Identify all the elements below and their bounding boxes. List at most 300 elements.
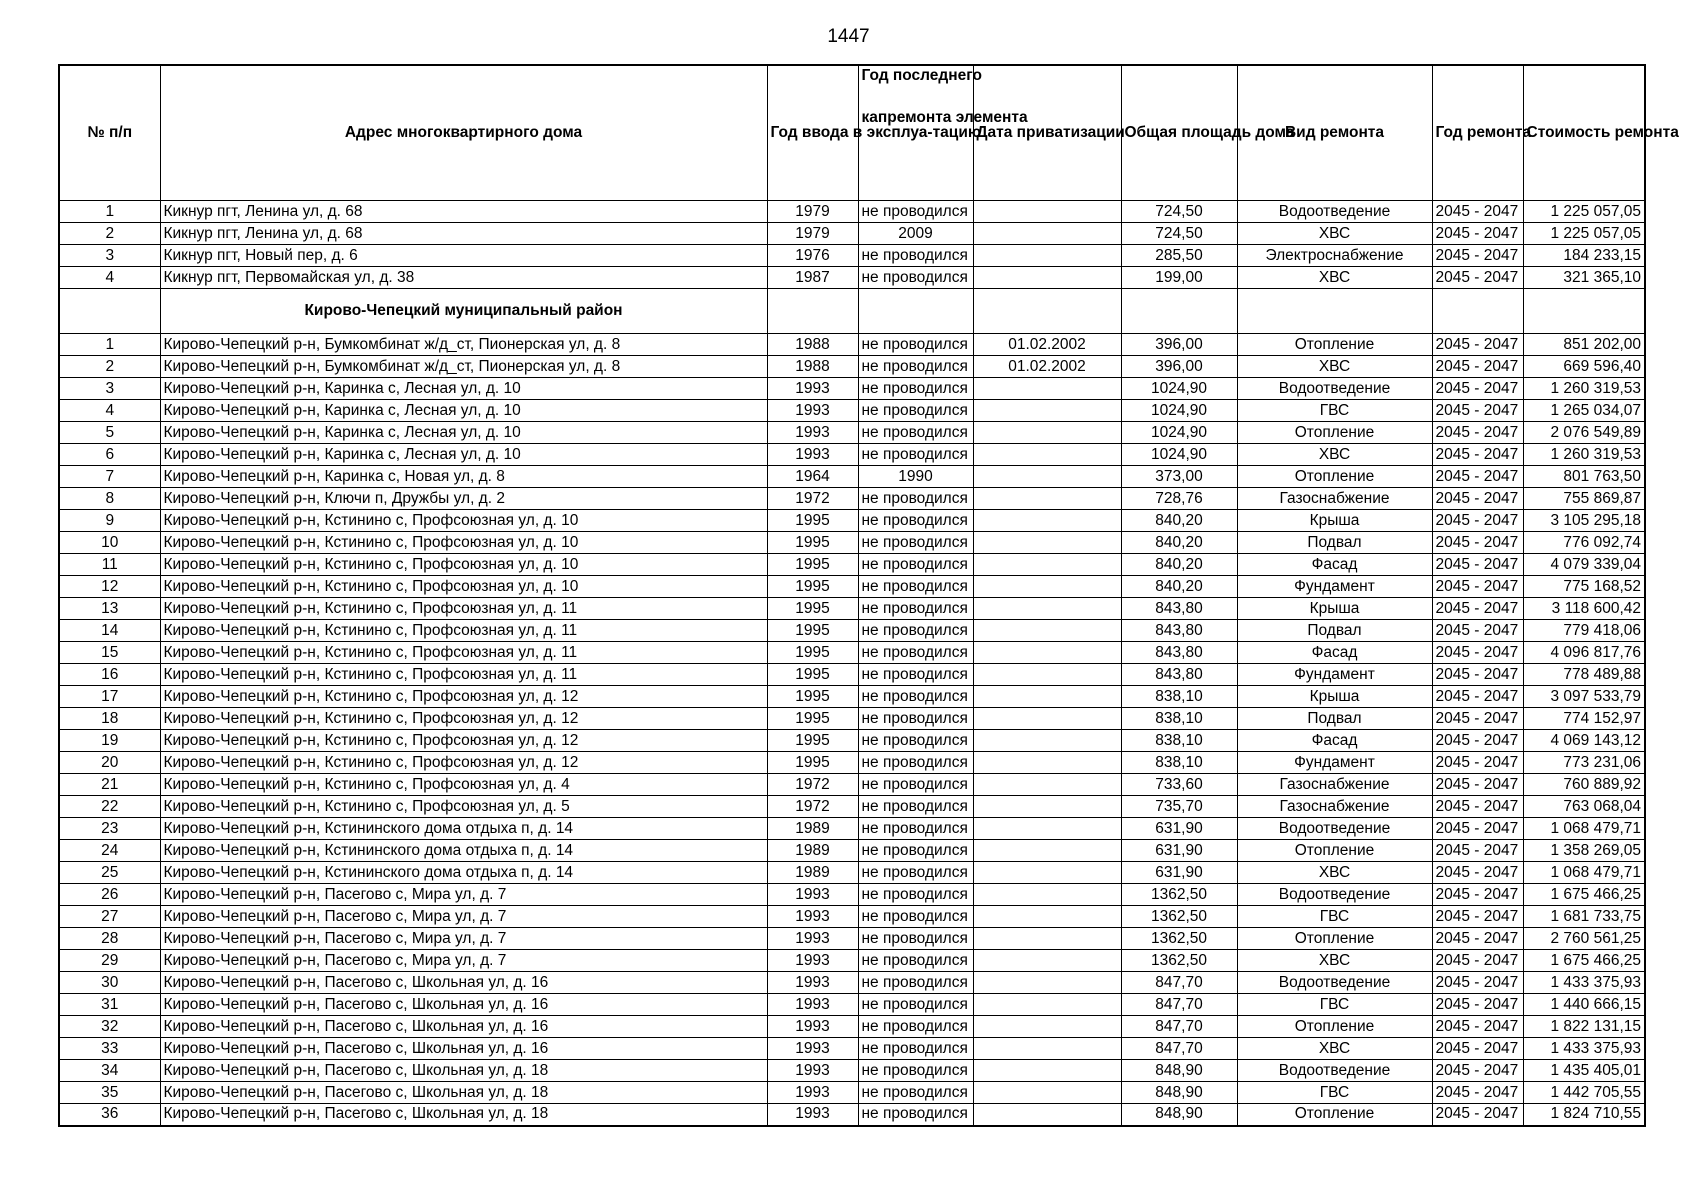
cell-repair-year: 2045 - 2047 <box>1432 840 1523 862</box>
cell-year-built: 1995 <box>767 664 858 686</box>
table-row <box>59 400 1645 422</box>
cell-num: 30 <box>59 972 160 994</box>
cell-year-built: 1987 <box>767 267 858 289</box>
cell-address: Кирово-Чепецкий р-н, Кстинино с, Профсоюзная ул, д. 10 <box>160 576 767 598</box>
cell-area: 838,10 <box>1121 708 1237 730</box>
cell-area: 733,60 <box>1121 774 1237 796</box>
table-row <box>59 223 1645 245</box>
cell-num: 24 <box>59 840 160 862</box>
cell-repair-year: 2045 - 2047 <box>1432 378 1523 400</box>
cell-last-repair: не проводился <box>858 642 973 664</box>
cell-last-repair: не проводился <box>858 488 973 510</box>
cell-privatization <box>973 598 1121 620</box>
cell-num: 36 <box>59 1104 160 1126</box>
cell-address: Кирово-Чепецкий р-н, Кстинино с, Профсоюзная ул, д. 12 <box>160 730 767 752</box>
cell-repair-year: 2045 - 2047 <box>1432 510 1523 532</box>
cell-cost: 1 068 479,71 <box>1523 818 1645 840</box>
cell-area: 843,80 <box>1121 598 1237 620</box>
cell-repair-year: 2045 - 2047 <box>1432 444 1523 466</box>
section-empty-cell <box>1237 289 1432 334</box>
cell-year-built: 1995 <box>767 554 858 576</box>
cell-last-repair: не проводился <box>858 906 973 928</box>
cell-repair-year: 2045 - 2047 <box>1432 400 1523 422</box>
cell-last-repair: не проводился <box>858 664 973 686</box>
cell-last-repair: не проводился <box>858 840 973 862</box>
cell-last-repair: не проводился <box>858 620 973 642</box>
cell-repair-type: Водоотведение <box>1237 818 1432 840</box>
cell-address: Кирово-Чепецкий р-н, Кстинино с, Профсоюзная ул, д. 12 <box>160 752 767 774</box>
cell-repair-year: 2045 - 2047 <box>1432 862 1523 884</box>
cell-repair-year: 2045 - 2047 <box>1432 532 1523 554</box>
cell-area: 848,90 <box>1121 1104 1237 1126</box>
cell-repair-year: 2045 - 2047 <box>1432 950 1523 972</box>
cell-cost: 1 433 375,93 <box>1523 1038 1645 1060</box>
cell-repair-type: ГВС <box>1237 1082 1432 1104</box>
cell-year-built: 1964 <box>767 466 858 488</box>
cell-privatization <box>973 818 1121 840</box>
cell-repair-type: ХВС <box>1237 862 1432 884</box>
cell-year-built: 1972 <box>767 796 858 818</box>
cell-area: 735,70 <box>1121 796 1237 818</box>
header-cost: Стоимость ремонта <box>1523 65 1645 201</box>
cell-repair-type: Газоснабжение <box>1237 774 1432 796</box>
cell-cost: 779 418,06 <box>1523 620 1645 642</box>
cell-cost: 321 365,10 <box>1523 267 1645 289</box>
cell-year-built: 1993 <box>767 422 858 444</box>
cell-last-repair: не проводился <box>858 356 973 378</box>
cell-area: 1362,50 <box>1121 928 1237 950</box>
cell-cost: 184 233,15 <box>1523 245 1645 267</box>
cell-year-built: 1993 <box>767 378 858 400</box>
cell-privatization <box>973 862 1121 884</box>
cell-num: 14 <box>59 620 160 642</box>
table-row <box>59 818 1645 840</box>
cell-last-repair: не проводился <box>858 1060 973 1082</box>
table-row <box>59 554 1645 576</box>
cell-num: 8 <box>59 488 160 510</box>
cell-year-built: 1993 <box>767 994 858 1016</box>
cell-repair-type: Газоснабжение <box>1237 488 1432 510</box>
cell-address: Кирово-Чепецкий р-н, Бумкомбинат ж/д_ст, Пионерская ул, д. 8 <box>160 334 767 356</box>
cell-address: Кирово-Чепецкий р-н, Пасегово с, Мира ул, д. 7 <box>160 884 767 906</box>
cell-cost: 776 092,74 <box>1523 532 1645 554</box>
cell-repair-year: 2045 - 2047 <box>1432 554 1523 576</box>
header-year-built: Год ввода в эксплуа-тацию <box>767 65 858 201</box>
cell-repair-year: 2045 - 2047 <box>1432 664 1523 686</box>
table-row <box>59 356 1645 378</box>
header-repair-year: Год ремонта <box>1432 65 1523 201</box>
cell-address: Кирово-Чепецкий р-н, Кстинино с, Профсоюзная ул, д. 11 <box>160 642 767 664</box>
cell-year-built: 1993 <box>767 884 858 906</box>
cell-area: 840,20 <box>1121 576 1237 598</box>
cell-last-repair: не проводился <box>858 554 973 576</box>
cell-num: 2 <box>59 356 160 378</box>
cell-area: 724,50 <box>1121 201 1237 223</box>
cell-num: 33 <box>59 1038 160 1060</box>
cell-address: Кирово-Чепецкий р-н, Кстинино с, Профсоюзная ул, д. 11 <box>160 598 767 620</box>
cell-area: 1362,50 <box>1121 950 1237 972</box>
cell-num: 6 <box>59 444 160 466</box>
cell-privatization: 01.02.2002 <box>973 334 1121 356</box>
cell-address: Кикнур пгт, Ленина ул, д. 68 <box>160 223 767 245</box>
cell-num: 19 <box>59 730 160 752</box>
cell-num: 31 <box>59 994 160 1016</box>
cell-privatization <box>973 730 1121 752</box>
cell-address: Кирово-Чепецкий р-н, Кстинино с, Профсоюзная ул, д. 4 <box>160 774 767 796</box>
cell-area: 843,80 <box>1121 664 1237 686</box>
cell-cost: 3 105 295,18 <box>1523 510 1645 532</box>
cell-area: 840,20 <box>1121 510 1237 532</box>
cell-last-repair: не проводился <box>858 422 973 444</box>
cell-repair-type: ХВС <box>1237 1038 1432 1060</box>
cell-cost: 778 489,88 <box>1523 664 1645 686</box>
cell-repair-year: 2045 - 2047 <box>1432 730 1523 752</box>
cell-repair-type: Водоотведение <box>1237 972 1432 994</box>
table-row <box>59 267 1645 289</box>
cell-address: Кирово-Чепецкий р-н, Кстинино с, Профсоюзная ул, д. 11 <box>160 620 767 642</box>
cell-repair-year: 2045 - 2047 <box>1432 708 1523 730</box>
cell-num: 12 <box>59 576 160 598</box>
cell-repair-type: ХВС <box>1237 356 1432 378</box>
table-row <box>59 378 1645 400</box>
cell-privatization <box>973 554 1121 576</box>
cell-cost: 851 202,00 <box>1523 334 1645 356</box>
cell-address: Кирово-Чепецкий р-н, Кстинино с, Профсоюзная ул, д. 10 <box>160 532 767 554</box>
cell-privatization <box>973 1016 1121 1038</box>
cell-year-built: 1993 <box>767 950 858 972</box>
cell-num: 34 <box>59 1060 160 1082</box>
cell-year-built: 1995 <box>767 708 858 730</box>
cell-year-built: 1995 <box>767 620 858 642</box>
cell-address: Кикнур пгт, Ленина ул, д. 68 <box>160 201 767 223</box>
cell-privatization <box>973 1060 1121 1082</box>
header-address: Адрес многоквартирного дома <box>160 65 767 201</box>
section-empty-cell <box>767 289 858 334</box>
cell-num: 4 <box>59 400 160 422</box>
cell-num: 27 <box>59 906 160 928</box>
cell-cost: 1 440 666,15 <box>1523 994 1645 1016</box>
cell-privatization <box>973 466 1121 488</box>
cell-cost: 1 675 466,25 <box>1523 884 1645 906</box>
cell-address: Кирово-Чепецкий р-н, Кстининского дома отдыха п, д. 14 <box>160 840 767 862</box>
cell-year-built: 1972 <box>767 774 858 796</box>
cell-year-built: 1976 <box>767 245 858 267</box>
cell-repair-year: 2045 - 2047 <box>1432 818 1523 840</box>
table-row <box>59 444 1645 466</box>
cell-repair-year: 2045 - 2047 <box>1432 1104 1523 1126</box>
cell-num: 21 <box>59 774 160 796</box>
cell-cost: 1 822 131,15 <box>1523 1016 1645 1038</box>
cell-repair-type: Фундамент <box>1237 664 1432 686</box>
cell-cost: 1 824 710,55 <box>1523 1104 1645 1126</box>
cell-cost: 4 079 339,04 <box>1523 554 1645 576</box>
cell-privatization <box>973 245 1121 267</box>
cell-area: 840,20 <box>1121 554 1237 576</box>
cell-year-built: 1995 <box>767 730 858 752</box>
cell-privatization <box>973 840 1121 862</box>
cell-year-built: 1989 <box>767 862 858 884</box>
cell-privatization <box>973 708 1121 730</box>
cell-repair-year: 2045 - 2047 <box>1432 752 1523 774</box>
cell-num: 2 <box>59 223 160 245</box>
cell-area: 847,70 <box>1121 1016 1237 1038</box>
table-row <box>59 664 1645 686</box>
cell-num: 20 <box>59 752 160 774</box>
cell-num: 11 <box>59 554 160 576</box>
cell-repair-type: Подвал <box>1237 708 1432 730</box>
cell-privatization <box>973 796 1121 818</box>
cell-repair-year: 2045 - 2047 <box>1432 576 1523 598</box>
cell-num: 22 <box>59 796 160 818</box>
cell-privatization <box>973 686 1121 708</box>
cell-year-built: 1993 <box>767 400 858 422</box>
cell-repair-year: 2045 - 2047 <box>1432 466 1523 488</box>
cell-num: 35 <box>59 1082 160 1104</box>
cell-area: 396,00 <box>1121 334 1237 356</box>
cell-cost: 2 076 549,89 <box>1523 422 1645 444</box>
cell-year-built: 1989 <box>767 840 858 862</box>
cell-area: 631,90 <box>1121 840 1237 862</box>
cell-year-built: 1993 <box>767 1016 858 1038</box>
cell-last-repair: не проводился <box>858 201 973 223</box>
cell-repair-type: Подвал <box>1237 620 1432 642</box>
repair-registry-table <box>58 64 1679 1127</box>
section-empty-cell <box>1523 289 1645 334</box>
table-row <box>59 642 1645 664</box>
cell-year-built: 1993 <box>767 1060 858 1082</box>
table-row <box>59 334 1645 356</box>
cell-privatization <box>973 488 1121 510</box>
cell-repair-type: Водоотведение <box>1237 1060 1432 1082</box>
cell-address: Кирово-Чепецкий р-н, Каринка с, Лесная ул, д. 10 <box>160 378 767 400</box>
cell-repair-year: 2045 - 2047 <box>1432 1016 1523 1038</box>
cell-privatization <box>973 267 1121 289</box>
cell-area: 724,50 <box>1121 223 1237 245</box>
table-row <box>59 730 1645 752</box>
cell-cost: 1 225 057,05 <box>1523 201 1645 223</box>
cell-area: 840,20 <box>1121 532 1237 554</box>
cell-last-repair: не проводился <box>858 796 973 818</box>
cell-address: Кирово-Чепецкий р-н, Пасегово с, Школьная ул, д. 16 <box>160 1038 767 1060</box>
cell-repair-year: 2045 - 2047 <box>1432 422 1523 444</box>
cell-last-repair: не проводился <box>858 972 973 994</box>
cell-address: Кирово-Чепецкий р-н, Кстинино с, Профсоюзная ул, д. 11 <box>160 664 767 686</box>
cell-num: 28 <box>59 928 160 950</box>
cell-area: 1024,90 <box>1121 422 1237 444</box>
cell-last-repair: не проводился <box>858 1038 973 1060</box>
cell-cost: 1 265 034,07 <box>1523 400 1645 422</box>
cell-privatization <box>973 576 1121 598</box>
cell-last-repair: не проводился <box>858 950 973 972</box>
cell-area: 285,50 <box>1121 245 1237 267</box>
table-row <box>59 466 1645 488</box>
cell-num: 7 <box>59 466 160 488</box>
cell-num: 29 <box>59 950 160 972</box>
table-row <box>59 422 1645 444</box>
cell-repair-year: 2045 - 2047 <box>1432 488 1523 510</box>
cell-address: Кирово-Чепецкий р-н, Пасегово с, Мира ул, д. 7 <box>160 906 767 928</box>
cell-cost: 1 681 733,75 <box>1523 906 1645 928</box>
cell-year-built: 1995 <box>767 752 858 774</box>
cell-repair-year: 2045 - 2047 <box>1432 267 1523 289</box>
table-row <box>59 201 1645 223</box>
table-row <box>59 1016 1645 1038</box>
cell-address: Кирово-Чепецкий р-н, Пасегово с, Школьная ул, д. 18 <box>160 1082 767 1104</box>
table-row <box>59 796 1645 818</box>
cell-last-repair: не проводился <box>858 994 973 1016</box>
cell-last-repair: 2009 <box>858 223 973 245</box>
cell-repair-year: 2045 - 2047 <box>1432 774 1523 796</box>
cell-privatization <box>973 972 1121 994</box>
cell-year-built: 1988 <box>767 356 858 378</box>
cell-year-built: 1995 <box>767 598 858 620</box>
cell-last-repair: не проводился <box>858 774 973 796</box>
cell-repair-type: Газоснабжение <box>1237 796 1432 818</box>
cell-repair-type: Подвал <box>1237 532 1432 554</box>
cell-last-repair: не проводился <box>858 1016 973 1038</box>
cell-cost: 775 168,52 <box>1523 576 1645 598</box>
cell-last-repair: не проводился <box>858 245 973 267</box>
cell-privatization <box>973 532 1121 554</box>
cell-last-repair: не проводился <box>858 598 973 620</box>
cell-privatization <box>973 378 1121 400</box>
cell-privatization <box>973 642 1121 664</box>
cell-repair-year: 2045 - 2047 <box>1432 642 1523 664</box>
section-empty-cell <box>1432 289 1523 334</box>
section-empty-cell <box>1121 289 1237 334</box>
cell-cost: 3 118 600,42 <box>1523 598 1645 620</box>
cell-privatization <box>973 444 1121 466</box>
table-row <box>59 1060 1645 1082</box>
cell-year-built: 1993 <box>767 1082 858 1104</box>
cell-area: 1024,90 <box>1121 400 1237 422</box>
cell-privatization <box>973 422 1121 444</box>
cell-area: 373,00 <box>1121 466 1237 488</box>
cell-last-repair: не проводился <box>858 1104 973 1126</box>
cell-last-repair: не проводился <box>858 708 973 730</box>
cell-address: Кирово-Чепецкий р-н, Пасегово с, Мира ул, д. 7 <box>160 950 767 972</box>
table-row <box>59 598 1645 620</box>
cell-repair-type: ГВС <box>1237 994 1432 1016</box>
cell-num: 4 <box>59 267 160 289</box>
cell-privatization <box>973 994 1121 1016</box>
cell-address: Кирово-Чепецкий р-н, Ключи п, Дружбы ул, д. 2 <box>160 488 767 510</box>
cell-last-repair: не проводился <box>858 884 973 906</box>
cell-year-built: 1993 <box>767 1038 858 1060</box>
cell-num: 9 <box>59 510 160 532</box>
cell-year-built: 1993 <box>767 444 858 466</box>
cell-address: Кикнур пгт, Новый пер, д. 6 <box>160 245 767 267</box>
cell-last-repair: не проводился <box>858 928 973 950</box>
cell-repair-year: 2045 - 2047 <box>1432 1038 1523 1060</box>
cell-privatization <box>973 1038 1121 1060</box>
cell-repair-year: 2045 - 2047 <box>1432 906 1523 928</box>
cell-repair-type: Крыша <box>1237 510 1432 532</box>
cell-repair-type: Электроснабжение <box>1237 245 1432 267</box>
cell-address: Кирово-Чепецкий р-н, Пасегово с, Школьная ул, д. 16 <box>160 972 767 994</box>
cell-last-repair: не проводился <box>858 444 973 466</box>
table-row <box>59 576 1645 598</box>
cell-area: 1362,50 <box>1121 884 1237 906</box>
cell-year-built: 1995 <box>767 576 858 598</box>
cell-repair-year: 2045 - 2047 <box>1432 201 1523 223</box>
cell-year-built: 1993 <box>767 1104 858 1126</box>
table-header <box>59 65 1679 201</box>
cell-area: 396,00 <box>1121 356 1237 378</box>
cell-last-repair: не проводился <box>858 267 973 289</box>
cell-repair-year: 2045 - 2047 <box>1432 928 1523 950</box>
cell-privatization: 01.02.2002 <box>973 356 1121 378</box>
cell-privatization <box>973 201 1121 223</box>
cell-privatization <box>973 906 1121 928</box>
table-body <box>59 201 1645 1126</box>
table-row <box>59 972 1645 994</box>
cell-repair-year: 2045 - 2047 <box>1432 796 1523 818</box>
header-num: № п/п <box>59 65 160 201</box>
cell-cost: 1 358 269,05 <box>1523 840 1645 862</box>
cell-year-built: 1988 <box>767 334 858 356</box>
cell-area: 199,00 <box>1121 267 1237 289</box>
page-number: 1447 <box>827 26 870 47</box>
cell-last-repair: не проводился <box>858 576 973 598</box>
cell-area: 843,80 <box>1121 620 1237 642</box>
section-empty-cell <box>59 289 160 334</box>
table-row <box>59 1038 1645 1060</box>
table-row <box>59 708 1645 730</box>
cell-address: Кирово-Чепецкий р-н, Кстинино с, Профсоюзная ул, д. 12 <box>160 686 767 708</box>
cell-area: 847,70 <box>1121 972 1237 994</box>
cell-last-repair: 1990 <box>858 466 973 488</box>
cell-address: Кирово-Чепецкий р-н, Кстинино с, Профсоюзная ул, д. 5 <box>160 796 767 818</box>
cell-cost: 1 442 705,55 <box>1523 1082 1645 1104</box>
cell-num: 17 <box>59 686 160 708</box>
table-row <box>59 510 1645 532</box>
cell-area: 728,76 <box>1121 488 1237 510</box>
cell-cost: 669 596,40 <box>1523 356 1645 378</box>
table-row <box>59 774 1645 796</box>
cell-num: 13 <box>59 598 160 620</box>
cell-area: 847,70 <box>1121 994 1237 1016</box>
cell-last-repair: не проводился <box>858 532 973 554</box>
cell-repair-type: Водоотведение <box>1237 884 1432 906</box>
cell-cost: 1 068 479,71 <box>1523 862 1645 884</box>
cell-num: 5 <box>59 422 160 444</box>
table-row <box>59 1082 1645 1104</box>
cell-cost: 1 433 375,93 <box>1523 972 1645 994</box>
cell-year-built: 1995 <box>767 532 858 554</box>
cell-repair-type: Крыша <box>1237 598 1432 620</box>
cell-repair-type: ГВС <box>1237 400 1432 422</box>
table-row <box>59 620 1645 642</box>
cell-privatization <box>973 1082 1121 1104</box>
cell-num: 26 <box>59 884 160 906</box>
cell-num: 25 <box>59 862 160 884</box>
cell-num: 23 <box>59 818 160 840</box>
cell-repair-type: Фасад <box>1237 730 1432 752</box>
table-row <box>59 994 1645 1016</box>
cell-area: 631,90 <box>1121 818 1237 840</box>
cell-privatization <box>973 752 1121 774</box>
cell-area: 1024,90 <box>1121 444 1237 466</box>
cell-privatization <box>973 400 1121 422</box>
table-row <box>59 840 1645 862</box>
cell-last-repair: не проводился <box>858 334 973 356</box>
cell-last-repair: не проводился <box>858 686 973 708</box>
cell-repair-type: Фундамент <box>1237 576 1432 598</box>
cell-year-built: 1993 <box>767 972 858 994</box>
cell-repair-year: 2045 - 2047 <box>1432 884 1523 906</box>
cell-repair-type: ХВС <box>1237 223 1432 245</box>
